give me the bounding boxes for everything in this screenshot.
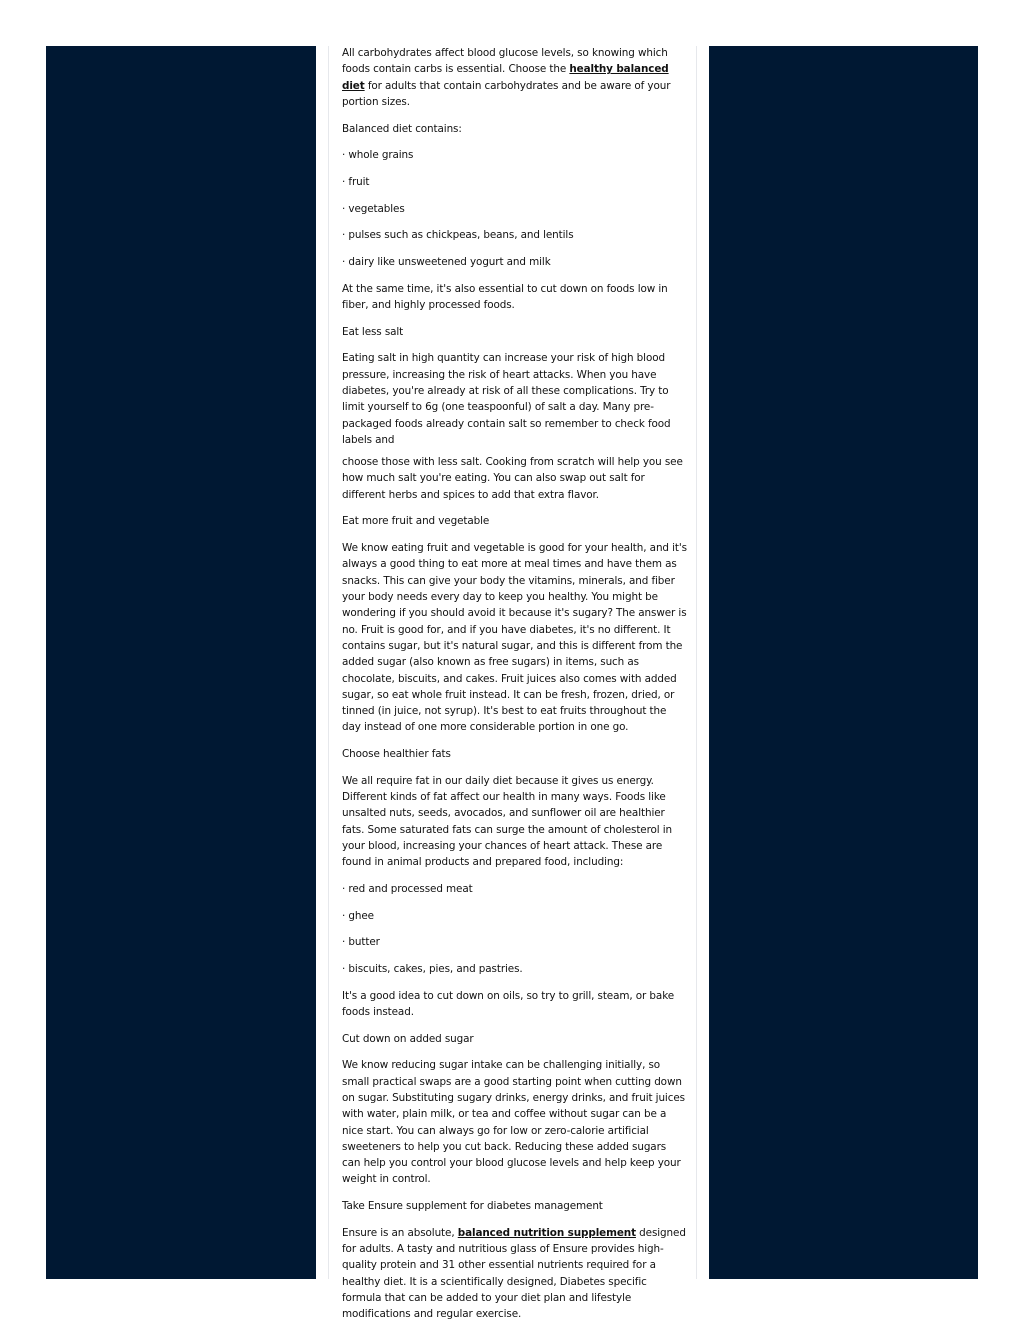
healthy-balanced-diet-link[interactable]: healthy balanced diet (342, 63, 669, 92)
fruit-paragraph: We know eating fruit and vegetable is good for your health, and it's always a good thing to eat more at meal times and have them as snacks. This can give your body the vitamins, minerals, and fiber your body needs every day to keep you healthy. You might be wondering if you should avoid it because it's sugary? The answer is no. Fruit is good for, and if you have diabetes, it's no different. It contains sugar, but it's natural sugar, and this is different from the added sugar (also known as free sugars) in items, such as chocolate, biscuits, and cakes. Fruit juices also comes with added sugar, so eat whole fruit instead. It can be fresh, frozen, dried, or tinned (in juice, not syrup). It's best to eat fruits throughout the day instead of one more considerable portion in one go. (342, 542, 687, 734)
sugar-paragraph: We know reducing sugar intake can be challenging initially, so small practical swaps are a good starting point when cutting down on sugar. Substituting sugary drinks, energy drinks, and fruit juices with water, plain milk, or tea and coffee without sugar can be a nice start. You can always go for low or zero-calorie artificial sweeteners to help you cut back. Reducing these added sugars can help you control your blood glucose levels and help keep your weight in control. (342, 1059, 685, 1186)
ensure-heading: Take Ensure supplement for diabetes management (342, 1200, 603, 1213)
salt-paragraph-part2: choose those with less salt. Cooking from scratch will help you see how much salt you're eating. You can also swap out salt for different herbs and spices to add that extra flavor. (342, 456, 683, 501)
sugar-heading: Cut down on added sugar (342, 1032, 474, 1045)
fiber-note: At the same time, it's also essential to cut down on foods low in fiber, and highly processed foods. (342, 282, 668, 311)
balanced-item-vegetables: · vegetables (342, 202, 405, 215)
balanced-nutrition-supplement-link[interactable]: balanced nutrition supplement (457, 1226, 636, 1239)
left-side-panel (46, 46, 316, 1279)
column-divider-left (328, 46, 329, 1279)
fat-item-butter: · butter (342, 936, 380, 949)
column-divider-right (696, 46, 697, 1279)
salt-heading: Eat less salt (342, 325, 404, 338)
fats-heading: Choose healthier fats (342, 748, 451, 761)
intro-paragraph: All carbohydrates affect blood glucose levels, so knowing which foods contain carbs is essential. Choose the healthy balanced diet for adults that contain carbohydrates and be aware of your portion sizes. (342, 47, 671, 108)
fat-item-ghee: · ghee (342, 909, 374, 922)
balanced-item-fruit: · fruit (342, 175, 370, 188)
balanced-item-whole-grains: · whole grains (342, 149, 414, 162)
balanced-diet-heading: Balanced diet contains: (342, 122, 462, 135)
salt-paragraph-part1: Eating salt in high quantity can increase your risk of high blood pressure, increasing the risk of heart attacks. When you have diabetes, you're already at risk of all these complications. Try to limit yourself to 6g (one teaspoonful) of salt a day. Many pre-packaged foods already contain salt so remember to check food labels and (342, 352, 671, 446)
article-body (342, 45, 687, 1321)
fats-paragraph: We all require fat in our daily diet because it gives us energy. Different kinds of fat affect our health in many ways. Foods like unsalted nuts, seeds, avocados, and sunflower oil are healthier fats. Some saturated fats can surge the amount of cholesterol in your blood, increasing your chances of heart attack. These are found in animal products and prepared food, including: (342, 774, 673, 869)
right-side-panel (709, 46, 978, 1279)
oil-note: It's a good idea to cut down on oils, so try to grill, steam, or bake foods instead. (342, 989, 675, 1018)
balanced-item-dairy: · dairy like unsweetened yogurt and milk (342, 256, 551, 269)
ensure-paragraph: Ensure is an absolute, balanced nutrition supplement designed for adults. A tasty and nutritious glass of Ensure provides high-quality protein and 31 other essential nutrients required for a healthy diet. It is a scientifically designed, Diabetes specific formula that can be added to your diet plan and lifestyle modifications and regular exercise. (342, 1226, 686, 1321)
fat-item-meat: · red and processed meat (342, 882, 473, 895)
fat-item-baked-goods: · biscuits, cakes, pies, and pastries. (342, 963, 523, 975)
balanced-item-pulses: · pulses such as chickpeas, beans, and lentils (342, 229, 574, 242)
fruit-heading: Eat more fruit and vegetable (342, 515, 490, 528)
